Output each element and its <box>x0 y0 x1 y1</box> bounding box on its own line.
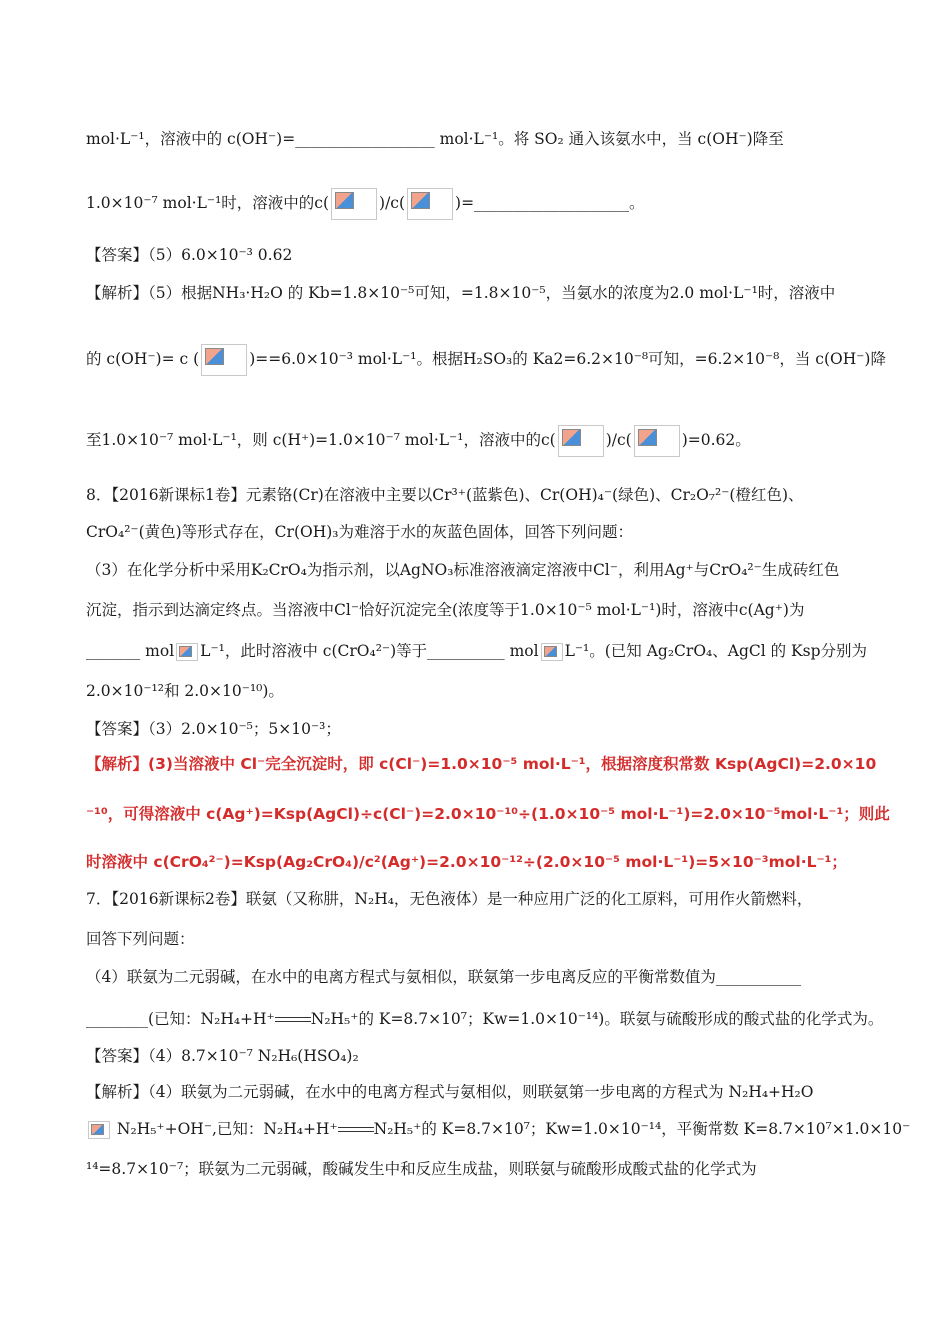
analysis-line-highlighted: 时溶液中 c(CrO₄²⁻)=Ksp(Ag₂CrO₄)/c²(Ag⁺)=2.0×10⁻¹²÷(2.0×10⁻⁵ mol·L⁻¹)=5×10⁻³mol·L⁻¹； <box>86 853 847 871</box>
analysis-line-highlighted: ⁻¹⁰，可得溶液中 c(Ag⁺)=Ksp(AgCl)÷c(Cl⁻)=2.0×10⁻¹⁰÷(1.0×10⁻⁵ mol·L⁻¹)=2.0×10⁻⁵mol·L⁻¹；则此 <box>86 805 890 823</box>
text-line: ¹⁴=8.7×10⁻⁷；联氨为二元弱碱，酸碱发生中和反应生成盐，则联氨与硫酸形成酸式盐的化学式为 <box>86 1160 757 1178</box>
text-line <box>86 1008 883 1030</box>
formula-image-icon <box>558 425 604 457</box>
text-segment: L⁻¹，此时溶液中 c(CrO₄²⁻)等于__________ mol <box>200 642 539 660</box>
text-line <box>86 640 867 662</box>
formula-image-icon <box>634 425 680 457</box>
text-segment: )=0.62。 <box>681 431 751 449</box>
broken-image-icon <box>335 192 354 209</box>
text-line <box>86 344 886 376</box>
broken-image-icon <box>638 429 657 446</box>
formula-image-icon <box>331 188 377 220</box>
analysis-line: 【解析】（4）联氨为二元弱碱，在水中的电离方程式与氨相似，则联氨第一步电离的方程式为 N₂H₄+H₂O <box>86 1083 814 1101</box>
analysis-line: 【解析】（5）根据NH₃·H₂O 的 Kb=1.8×10⁻⁵可知，=1.8×10⁻⁵，当氨水的浓度为2.0 mol·L⁻¹时，溶液中 <box>86 284 836 302</box>
text-line <box>86 188 645 220</box>
broken-image-icon <box>91 1124 104 1135</box>
broken-image-icon <box>544 646 557 657</box>
formula-image-icon <box>176 643 198 661</box>
formula-image-icon <box>541 643 563 661</box>
text-segment: )/c( <box>605 431 632 449</box>
equilibrium-arrow-icon <box>338 1126 374 1134</box>
text-line: 回答下列问题： <box>86 930 195 948</box>
text-line <box>86 1118 910 1140</box>
text-segment: ________(已知：N₂H₄+H⁺ <box>86 1010 275 1028</box>
text-line: （3）在化学分析中采用K₂CrO₄为指示剂，以AgNO₃标准溶液滴定溶液中Cl⁻，利用Ag⁺与CrO₄²⁻生成砖红色 <box>86 561 840 579</box>
text-segment: 的 c(OH⁻)= c ( <box>86 350 200 368</box>
analysis-line-highlighted: 【解析】(3)当溶液中 Cl⁻完全沉淀时，即 c(Cl⁻)=1.0×10⁻⁵ mol·L⁻¹，根据溶度积常数 Ksp(AgCl)=2.0×10 <box>86 755 877 773</box>
text-line: （4）联氨为二元弱碱，在水中的电离方程式与氨相似，联氨第一步电离反应的平衡常数值为___________ <box>86 968 802 986</box>
answer-line: 【答案】（4）8.7×10⁻⁷ N₂H₆(HSO₄)₂ <box>86 1047 359 1065</box>
broken-image-icon <box>179 646 192 657</box>
text-segment: )=____________________。 <box>455 194 645 212</box>
broken-image-icon <box>411 192 430 209</box>
answer-line: 【答案】（5）6.0×10⁻³ 0.62 <box>86 246 293 264</box>
text-segment: N₂H₅⁺的 K=8.7×10⁷；Kw=1.0×10⁻¹⁴)。联氨与硫酸形成的酸式盐的化学式为。 <box>310 1010 884 1028</box>
formula-image-icon <box>407 188 453 220</box>
question-title: 8．【2016新课标1卷】元素铬(Cr)在溶液中主要以Cr³⁺(蓝紫色)、Cr(OH)₄⁻(绿色)、Cr₂O₇²⁻(橙红色)、 <box>86 486 804 504</box>
formula-image-icon <box>88 1121 110 1139</box>
text-segment: 至1.0×10⁻⁷ mol·L⁻¹，则 c(H⁺)=1.0×10⁻⁷ mol·L⁻¹，溶液中的c( <box>86 431 556 449</box>
equilibrium-arrow-icon <box>275 1016 311 1024</box>
text-line: CrO₄²⁻(黄色)等形式存在，Cr(OH)₃为难溶于水的灰蓝色固体，回答下列问题： <box>86 523 633 541</box>
text-segment: )==6.0×10⁻³ mol·L⁻¹。根据H₂SO₃的 Ka2=6.2×10⁻⁸可知，=6.2×10⁻⁸，当 c(OH⁻)降 <box>249 350 886 368</box>
text-line <box>86 425 751 457</box>
broken-image-icon <box>205 348 224 365</box>
broken-image-icon <box>562 429 581 446</box>
text-segment: N₂H₅⁺的 K=8.7×10⁷；Kw=1.0×10⁻¹⁴，平衡常数 K=8.7×10⁷×1.0×10⁻ <box>373 1120 911 1138</box>
text-segment: N₂H₅⁺+OH⁻,已知：N₂H₄+H⁺ <box>112 1120 338 1138</box>
text-segment: 1.0×10⁻⁷ mol·L⁻¹时，溶液中的c( <box>86 194 330 212</box>
text-segment: )/c( <box>379 194 406 212</box>
text-segment: _______ mol <box>86 642 175 660</box>
text-line: mol·L⁻¹，溶液中的 c(OH⁻)=__________________ mol·L⁻¹。将 SO₂ 通入该氨水中，当 c(OH⁻)降至 <box>86 130 784 148</box>
text-line: 2.0×10⁻¹²和 2.0×10⁻¹⁰)。 <box>86 682 284 700</box>
question-title: 7．【2016新课标2卷】联氨（又称肼，N₂H₄，无色液体）是一种应用广泛的化工原料，可用作火箭燃料， <box>86 890 813 908</box>
text-line: 沉淀，指示到达滴定终点。当溶液中Cl⁻恰好沉淀完全(浓度等于1.0×10⁻⁵ mol·L⁻¹)时，溶液中c(Ag⁺)为 <box>86 601 805 619</box>
text-segment: L⁻¹。(已知 Ag₂CrO₄、AgCl 的 Ksp分别为 <box>564 642 867 660</box>
answer-line: 【答案】（3）2.0×10⁻⁵；5×10⁻³； <box>86 720 341 738</box>
formula-image-icon <box>201 344 247 376</box>
